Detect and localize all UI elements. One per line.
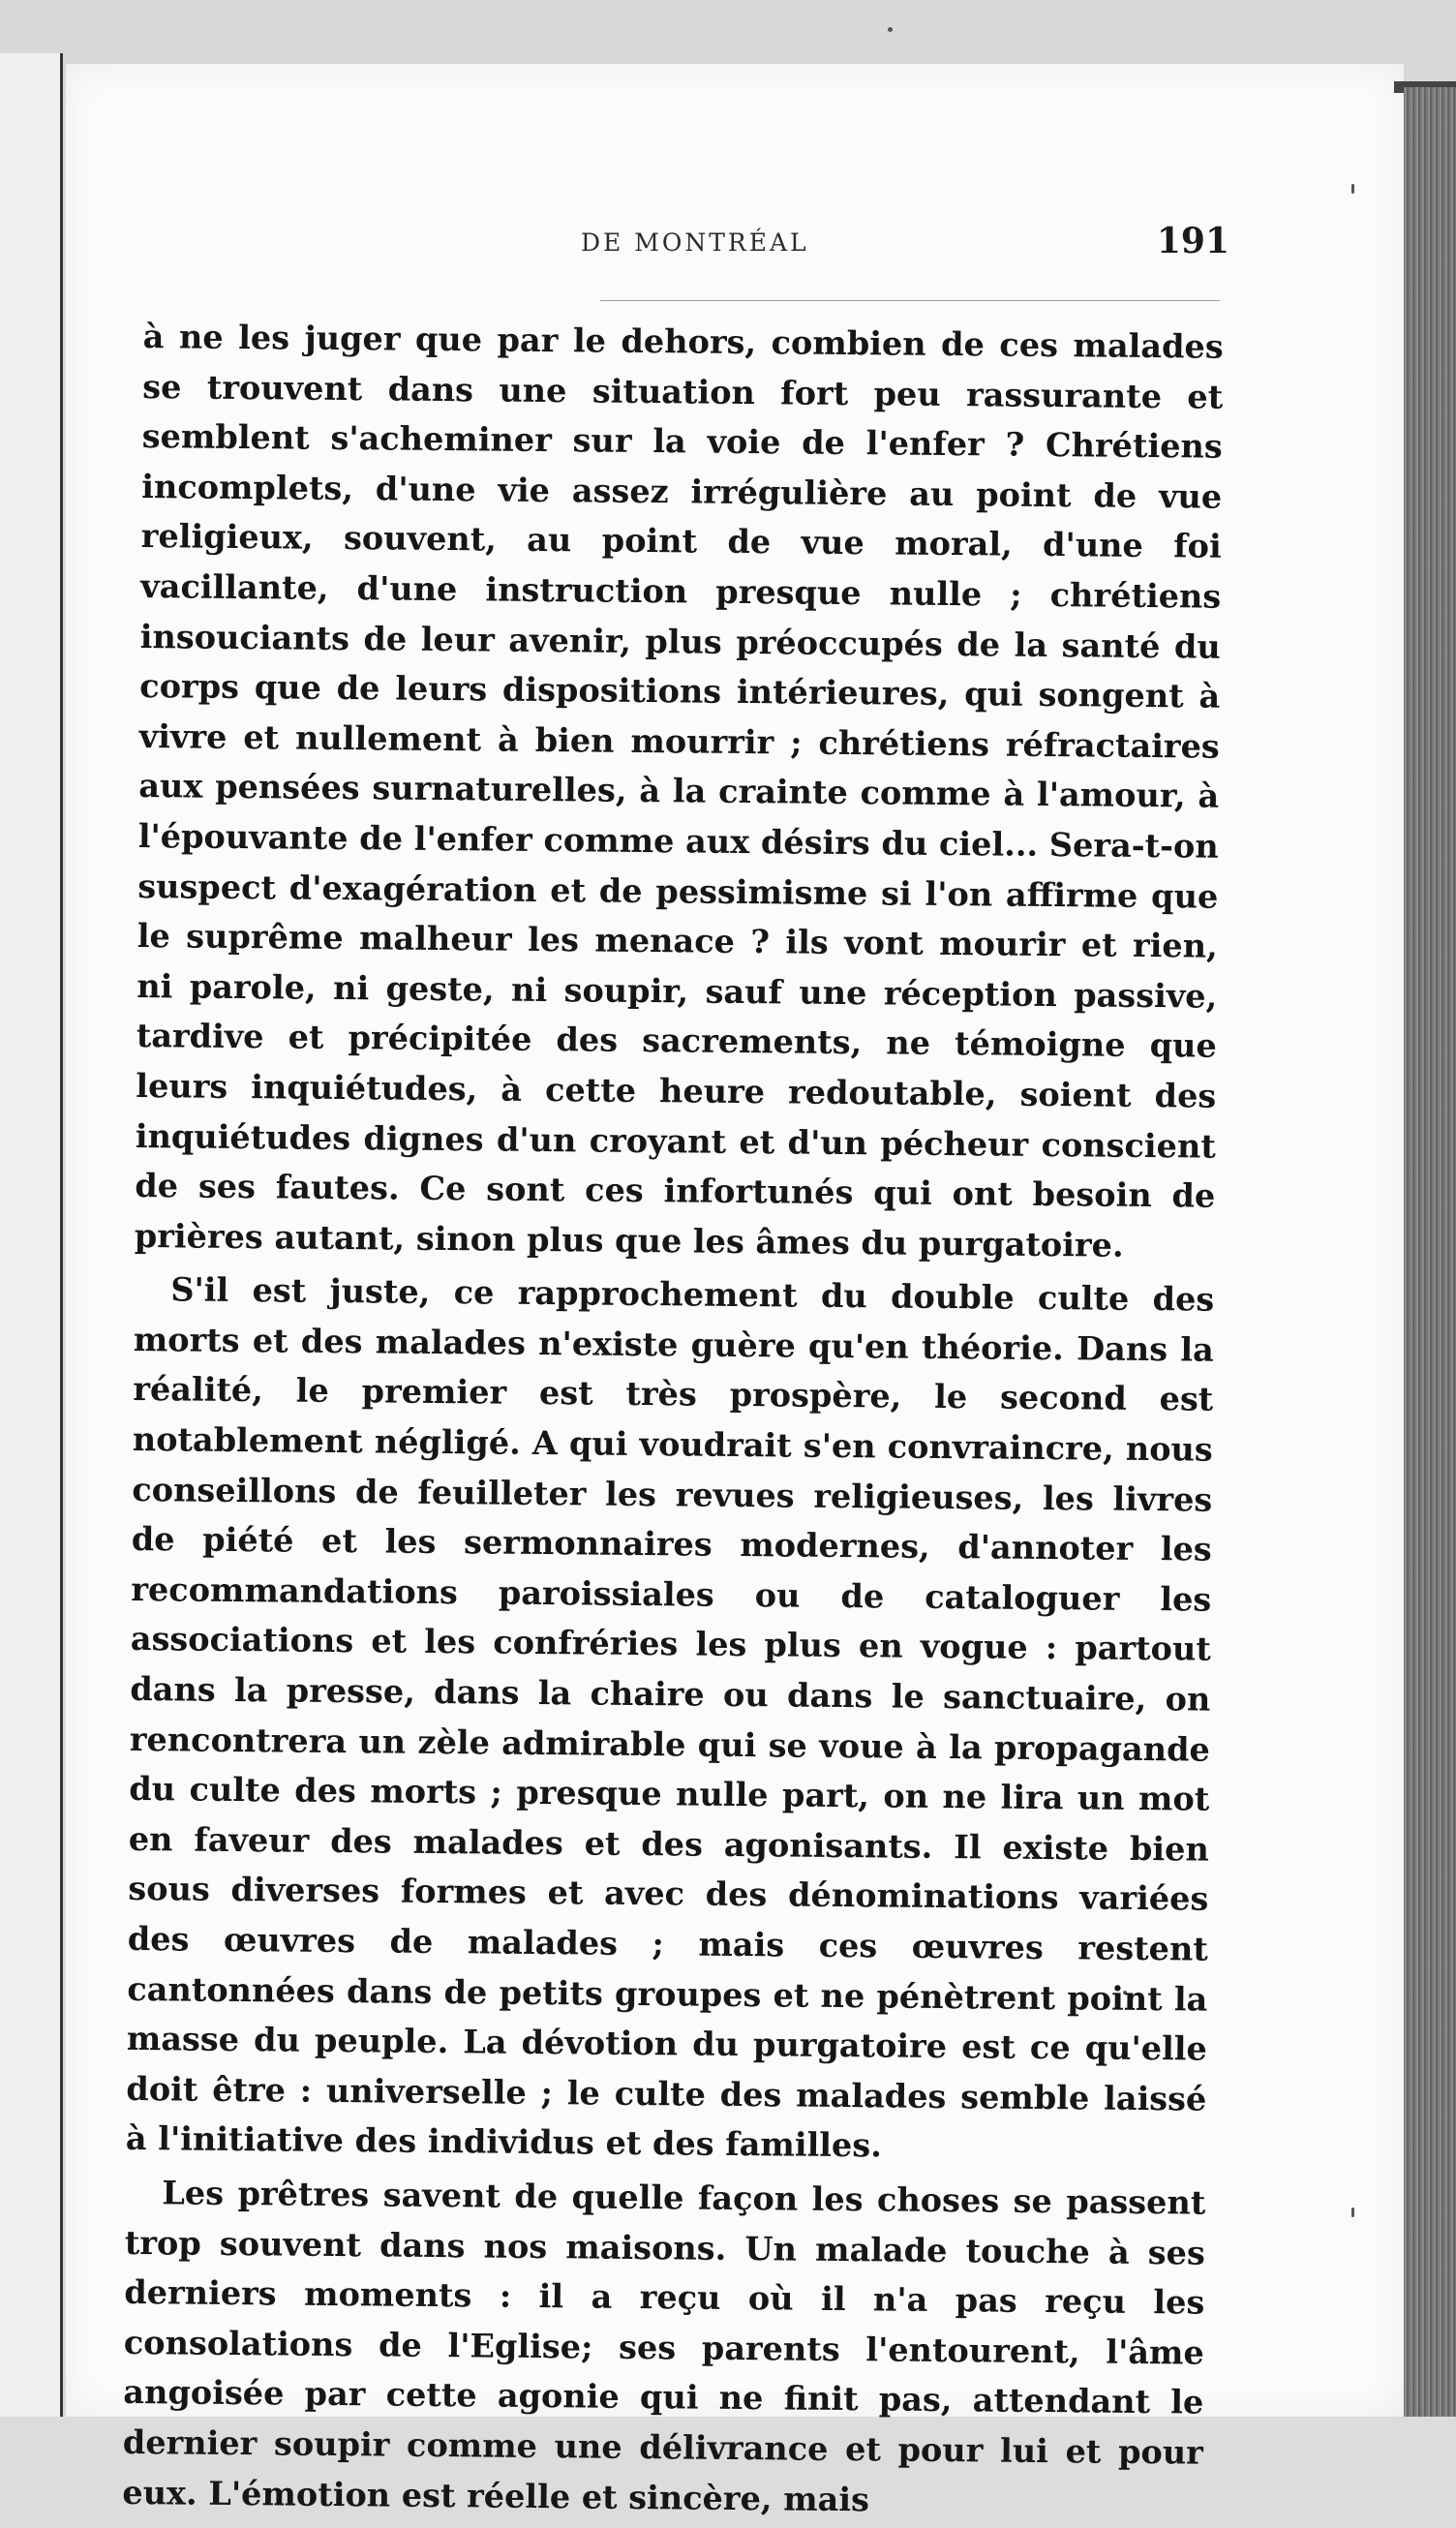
page-number: 191 bbox=[1156, 221, 1229, 261]
running-head bbox=[126, 221, 1229, 279]
facing-page-edge bbox=[0, 53, 63, 2417]
dust-speck bbox=[888, 27, 893, 32]
paragraph-3: Les prêtres savent de quelle façon les choses se passent trop souvent dans nos maisons. Un malade touche à ses derniers moments : il a reçu où il n'a pas reçu les consolations de l'Eglise; ses parents l'entourent, l'âme angoisée par cette agonie qui ne finit pas, attendant le dernier soupir comme une délivrance et pour lui et pour eux. L'émotion est réelle et sincère, mais bbox=[122, 2174, 1206, 2518]
dust-speck bbox=[1351, 184, 1354, 194]
header-rule bbox=[600, 300, 1220, 301]
dust-speck bbox=[1351, 2208, 1354, 2217]
paragraph-1: à ne les juger que par le dehors, combien de ces malades se trouvent dans une situation fort peu rassurante et semblent s'acheminer sur la voie de l'enfer ? Chrétiens incomplets, d'une vie assez irrégulière au point de vue religieux, souvent, au point de vue moral, d'une foi vacillante, d'une instruction presque nulle ; chrétiens insouciants de leur avenir, plus préoccupés de la santé du corps que de leurs dispositions intérieures, qui songent à vivre et nullement à bien mourrir ; chrétiens réfractaires aux pensées surnaturelles, à la crainte comme à l'amour, à l'épouvante de l'enfer comme aux désirs du ciel... Sera-t-on suspect d'exagération et de pessimisme si l'on affirme que le suprême malheur les menace ? ils vont mourir et rien, ni parole, ni geste, ni soupir, sauf une réception passive, tardive et précipitée des sacrements, ne témoigne que leurs inquiétudes, à cette heure redoutable, soient des inquiétudes dignes d'un croyant et d'un pécheur conscient de ses fautes. Ce sont ces infortunés qui ont besoin de prières autant, sinon plus que les âmes du purgatoire. bbox=[134, 317, 1224, 1264]
paragraph-2: S'il est juste, ce rapprochement du double culte des morts et des malades n'existe guère qu'en théorie. Dans la réalité, le premier est très prospère, le second est notablement négligé. A qui voudrait s'en convraincre, nous conseillons de feuilleter les revues religieuses, les livres de piété et les sermonnaires modernes, d'annoter les recommandations paroissiales ou de cataloguer les associations et les confréries les plus en vogue : partout dans la presse, dans la chaire ou dans le sanctuaire, on rencontrera un zèle admirable qui se voue à la propagande du culte des morts ; presque nulle part, on ne lira un mot en faveur des malades et des agonisants. Il existe bien sous diverses formes et avec des dénominations variées des œuvres de malades ; mais ces œuvres restent cantonnées dans de petits groupes et ne pénètrent point la masse du peuple. La dévotion du purgatoire est ce qu'elle doit être : universelle ; le culte des malades semble laissé à l'initiative des individus et des familles. bbox=[125, 1270, 1215, 2165]
page-stack-edges bbox=[1404, 87, 1456, 2417]
body-text bbox=[122, 312, 1224, 2528]
running-title: DE MONTRÉAL bbox=[581, 228, 809, 257]
